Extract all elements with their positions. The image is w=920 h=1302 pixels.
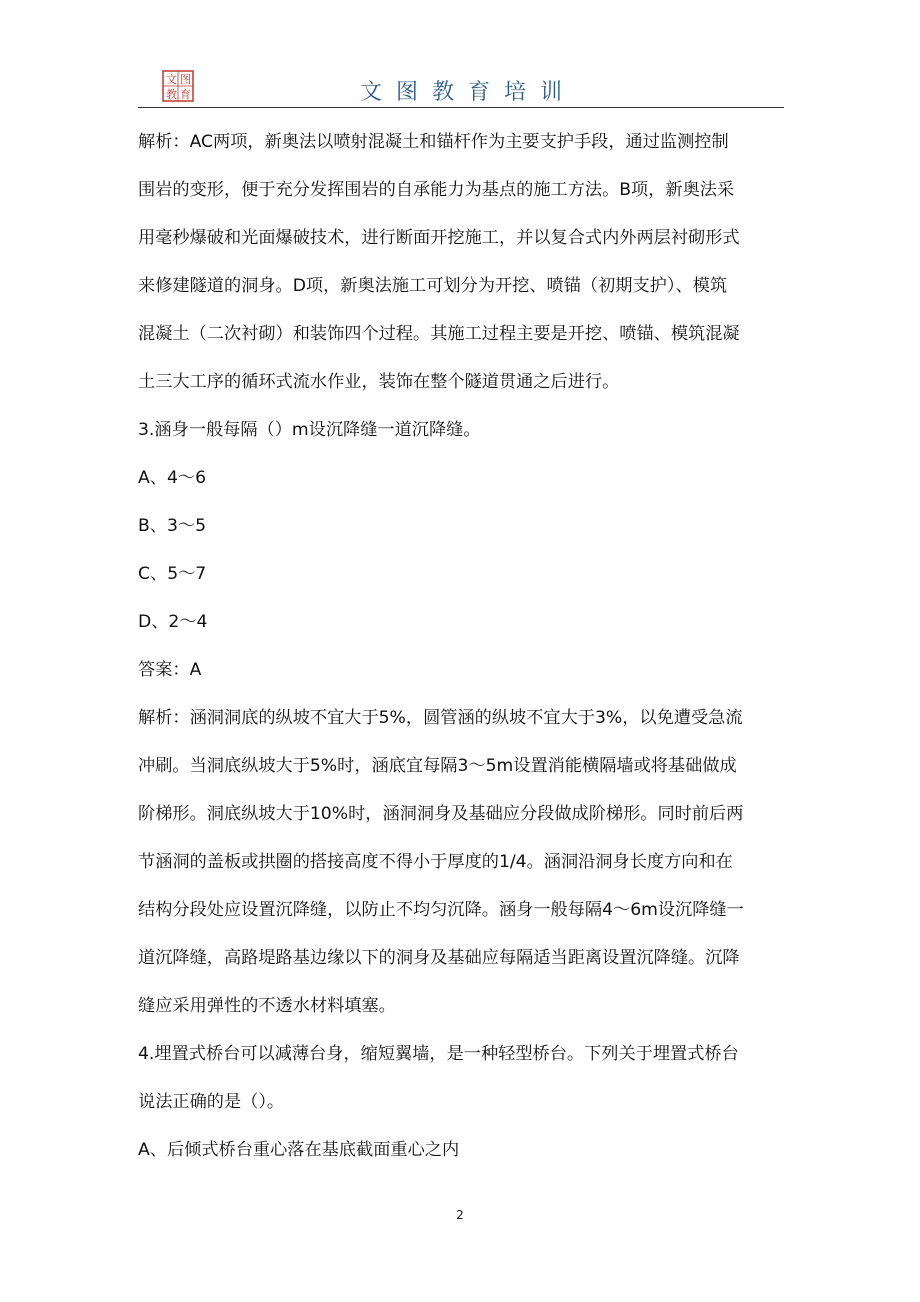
text-line: 解析：AC两项，新奥法以喷射混凝土和锚杆作为主要支护手段，通过监测控制 <box>138 132 729 152</box>
text-line: 3.涵身一般每隔（）m设沉降缝一道沉降缝。 <box>138 420 481 440</box>
text-line: C、5～7 <box>138 564 207 584</box>
text-line: B、3～5 <box>138 516 207 536</box>
text-line: 用毫秒爆破和光面爆破技术，进行断面开挖施工，并以复合式内外两层衬砌形式 <box>138 228 740 248</box>
text-line: 冲刷。当洞底纵坡大于5%时，涵底宜每隔3～5m设置消能横隔墙或将基础做成 <box>138 756 737 776</box>
text-line: A、4～6 <box>138 468 207 488</box>
text-line: 节涵洞的盖板或拱圈的搭接高度不得小于厚度的1/4。涵洞沿洞身长度方向和在 <box>138 852 733 872</box>
page-number: 2 <box>456 1208 464 1222</box>
svg-text:图: 图 <box>180 73 191 86</box>
page-header <box>138 62 784 108</box>
text-line: A、后倾式桥台重心落在基底截面重心之内 <box>138 1140 460 1160</box>
header-title: 文图教育培训 <box>359 80 576 105</box>
text-line: 来修建隧道的洞身。D项，新奥法施工可划分为开挖、喷锚（初期支护）、模筑 <box>138 276 728 296</box>
svg-text:育: 育 <box>180 88 191 101</box>
text-line: 道沉降缝，高路堤路基边缘以下的洞身及基础应每隔适当距离设置沉降缝。沉降 <box>138 948 740 968</box>
text-line: 结构分段处应设置沉降缝，以防止不均匀沉降。涵身一般每隔4～6m设沉降缝一 <box>138 900 744 920</box>
text-line: 围岩的变形，便于充分发挥围岩的自承能力为基点的施工方法。B项，新奥法采 <box>138 180 735 200</box>
text-line: 土三大工序的循环式流水作业，装饰在整个隧道贯通之后进行。 <box>138 372 620 392</box>
text-line: D、2～4 <box>138 612 208 632</box>
text-line: 4.埋置式桥台可以减薄台身，缩短翼墙，是一种轻型桥台。下列关于埋置式桥台 <box>138 1044 739 1064</box>
text-line: 缝应采用弹性的不透水材料填塞。 <box>138 996 396 1016</box>
svg-text:文: 文 <box>166 73 177 86</box>
text-line: 阶梯形。洞底纵坡大于10%时，涵洞洞身及基础应分段做成阶梯形。同时前后两 <box>138 804 744 824</box>
text-line: 答案：A <box>138 660 202 680</box>
header-divider <box>138 107 784 108</box>
text-line: 解析：涵洞洞底的纵坡不宜大于5%，圆管涵的纵坡不宜大于3%，以免遭受急流 <box>138 708 743 728</box>
document-body <box>138 118 784 1174</box>
text-line: 说法正确的是（）。 <box>138 1092 285 1112</box>
text-line: 混凝土（二次衬砌）和装饰四个过程。其施工过程主要是开挖、喷锚、模筑混凝 <box>138 324 740 344</box>
svg-text:教: 教 <box>166 88 177 101</box>
